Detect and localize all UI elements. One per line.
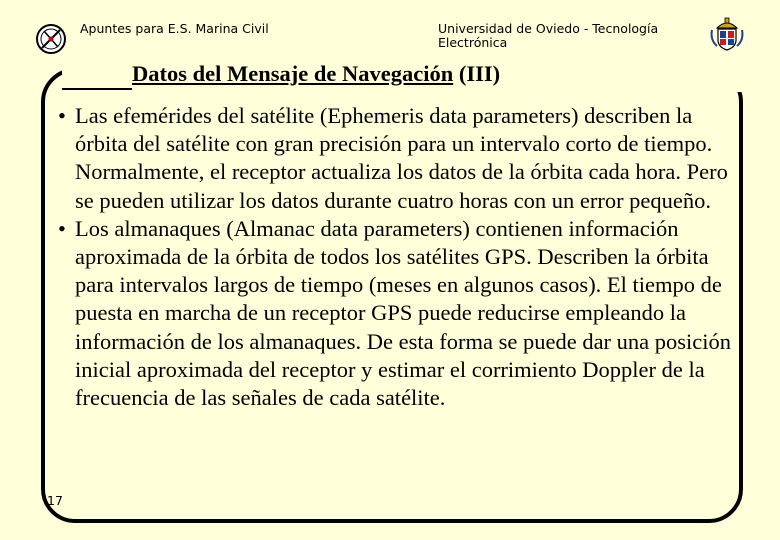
school-emblem-icon xyxy=(35,22,67,56)
slide-title-main: Datos del Mensaje de Navegación xyxy=(132,61,454,86)
slide-title-suffix: (III) xyxy=(453,61,501,86)
university-crest-icon xyxy=(708,16,746,52)
bullet-text: Las efemérides del satélite (Ephemeris data parameters) describen la órbita del satélite con gran precisión para un intervalo corto de tiempo. Normalmente, el receptor actualiza los datos de la órbita cada hora. Pero se pueden utilizar los datos durante cuatro horas con un error pequeño. xyxy=(75,103,728,213)
bullet-text: Los almanaques (Almanac data parameters) contienen información aproximada de la órbita de todos los satélites GPS. Describen la órbita para intervalos largos de tiempo (meses en algunos casos). El tiempo de puesta en marcha de un receptor GPS puede reducirse empleando la información de los almanaques. De esta forma se puede dar una posición inicial aproximada del receptor y estimar el corrimiento Doppler de la frecuencia de las señales de cada satélite. xyxy=(75,215,732,411)
bullet-icon: • xyxy=(58,215,66,241)
slide-body xyxy=(58,102,748,412)
bullet-icon: • xyxy=(58,103,66,128)
title-rule xyxy=(62,88,132,90)
header-course-title: Apuntes para E.S. Marina Civil xyxy=(80,21,269,36)
bullet-paragraph xyxy=(58,215,748,412)
header-university: Universidad de Oviedo - Tecnología Electrónica xyxy=(438,22,659,50)
page-number: 17 xyxy=(47,493,63,508)
slide-title xyxy=(62,56,742,92)
bullet-paragraph xyxy=(58,102,748,215)
